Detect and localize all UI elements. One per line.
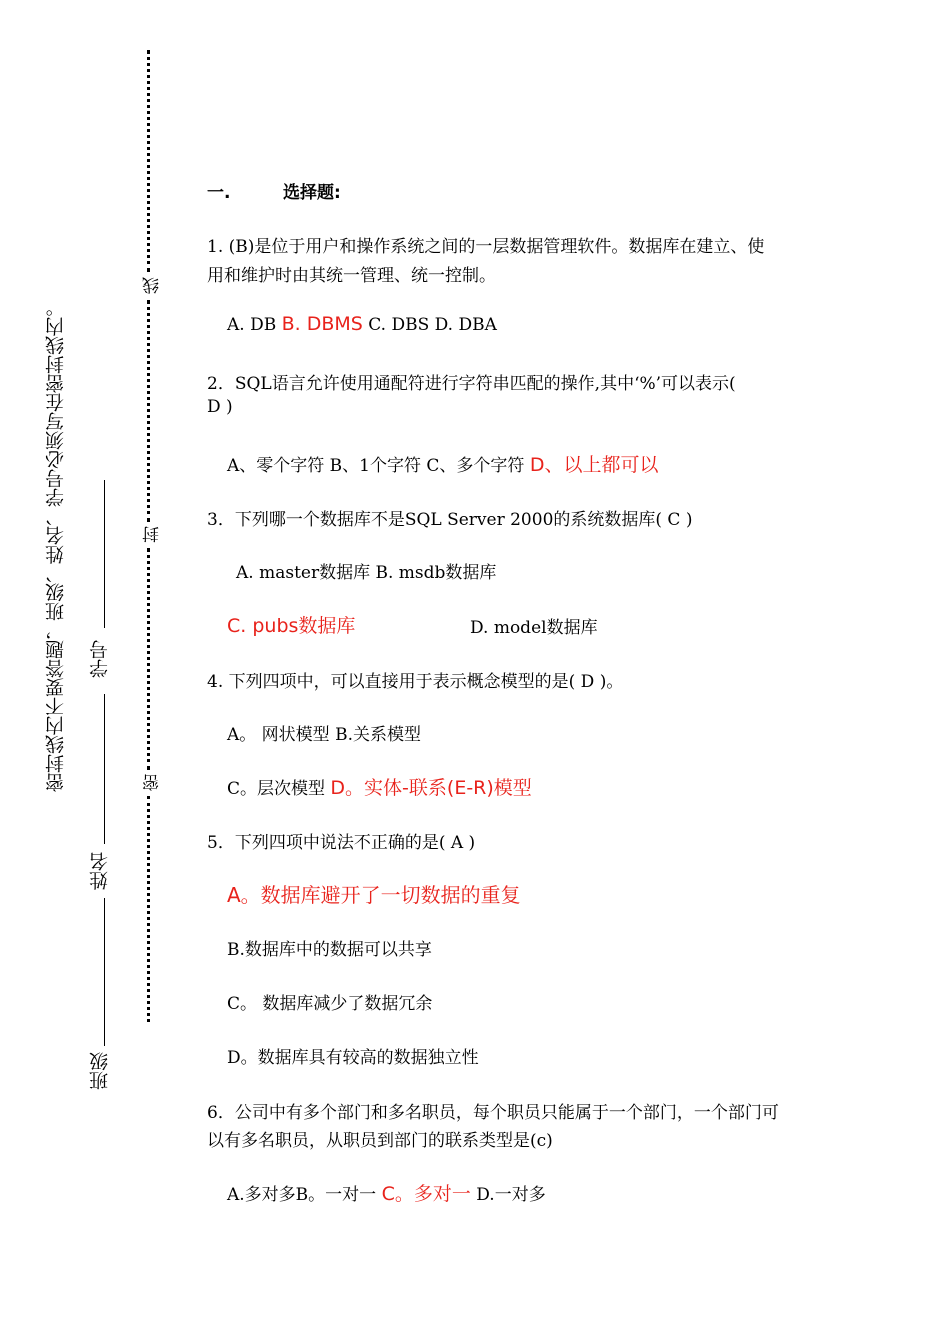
q1-answer: B. DBMS (281, 313, 363, 335)
q5-stem: 5．下列四项中说法不正确的是( A ) (207, 833, 476, 853)
q3-options-ab: A. master数据库 B. msdb数据库 (236, 563, 497, 583)
seal-dotted-line-mid (147, 300, 150, 522)
q4-options-cd (227, 773, 532, 800)
q2-options-pre: A、零个字符 B、1个字符 C、多个字符 (227, 456, 525, 476)
q2-options (227, 450, 658, 477)
q6-stem-line1: 6．公司中有多个部门和多名职员，每个职员只能属于一个部门，一个部门可 (207, 1103, 779, 1123)
q1-options (227, 313, 497, 335)
banji-underline (104, 898, 105, 1046)
q6-options (227, 1179, 546, 1206)
seal-char-feng: 封 (143, 526, 163, 543)
xingming-underline (104, 694, 105, 844)
xuehao-underline (104, 480, 105, 628)
seal-char-mi: 密 (143, 774, 163, 791)
q5-option-d: D。数据库具有较高的数据独立性 (227, 1048, 479, 1068)
q3-stem: 3．下列哪一个数据库不是SQL Server 2000的系统数据库( C ) (207, 510, 693, 530)
q3-option-d: D. model数据库 (470, 618, 598, 638)
q6-stem-line2: 以有多名职员，从职员到部门的联系类型是(c) (207, 1131, 553, 1151)
seal-notice: 密封线内不要答题，班级、姓名、学号必须写在密封线内。 (45, 298, 67, 792)
q6-answer: C。多对一 (381, 1183, 471, 1205)
q5-option-c: C。 数据库减少了数据冗余 (227, 994, 433, 1014)
q6-options-pre: A.多对多B。一对一 (227, 1185, 377, 1205)
banji-label: 班级 (89, 1052, 111, 1090)
section-number: 一. (207, 183, 231, 203)
seal-dotted-line-bottom (147, 796, 150, 1022)
q4-stem: 4. 下列四项中，可以直接用于表示概念模型的是( D )。 (207, 672, 624, 692)
seal-dotted-line-lower (147, 548, 150, 770)
q4-options-pre: C。层次模型 (227, 779, 326, 799)
q2-answer: D、以上都可以 (529, 454, 659, 476)
seal-dotted-line-top (147, 50, 150, 272)
section-title: 选择题: (283, 183, 341, 203)
q1-stem-line2: 用和维护时由其统一管理、统一控制。 (207, 266, 496, 286)
q1-stem-line1: 1. (B)是位于用户和操作系统之间的一层数据管理软件。数据库在建立、使 (207, 237, 765, 257)
q5-option-b: B.数据库中的数据可以共享 (227, 940, 432, 960)
q6-options-post: D.一对多 (476, 1185, 546, 1205)
seal-char-xian: 线 (143, 277, 163, 294)
q2-stem-line1: 2．SQL语言允许使用通配符进行字符串匹配的操作,其中‘%’可以表示( (207, 374, 736, 394)
xuehao-label: 学号 (89, 640, 111, 678)
q3-answer: C. pubs数据库 (227, 615, 356, 637)
xingming-label: 姓名 (89, 852, 111, 890)
q1-options-post: C. DBS D. DBA (368, 315, 497, 335)
q1-options-pre: A. DB (227, 315, 277, 335)
q2-stem-line2: D ) (207, 397, 233, 417)
q4-answer: D。实体-联系(E-R)模型 (330, 777, 532, 799)
q5-answer: A。数据库避开了一切数据的重复 (227, 883, 521, 907)
q4-options-ab: A。 网状模型 B.关系模型 (227, 725, 421, 745)
